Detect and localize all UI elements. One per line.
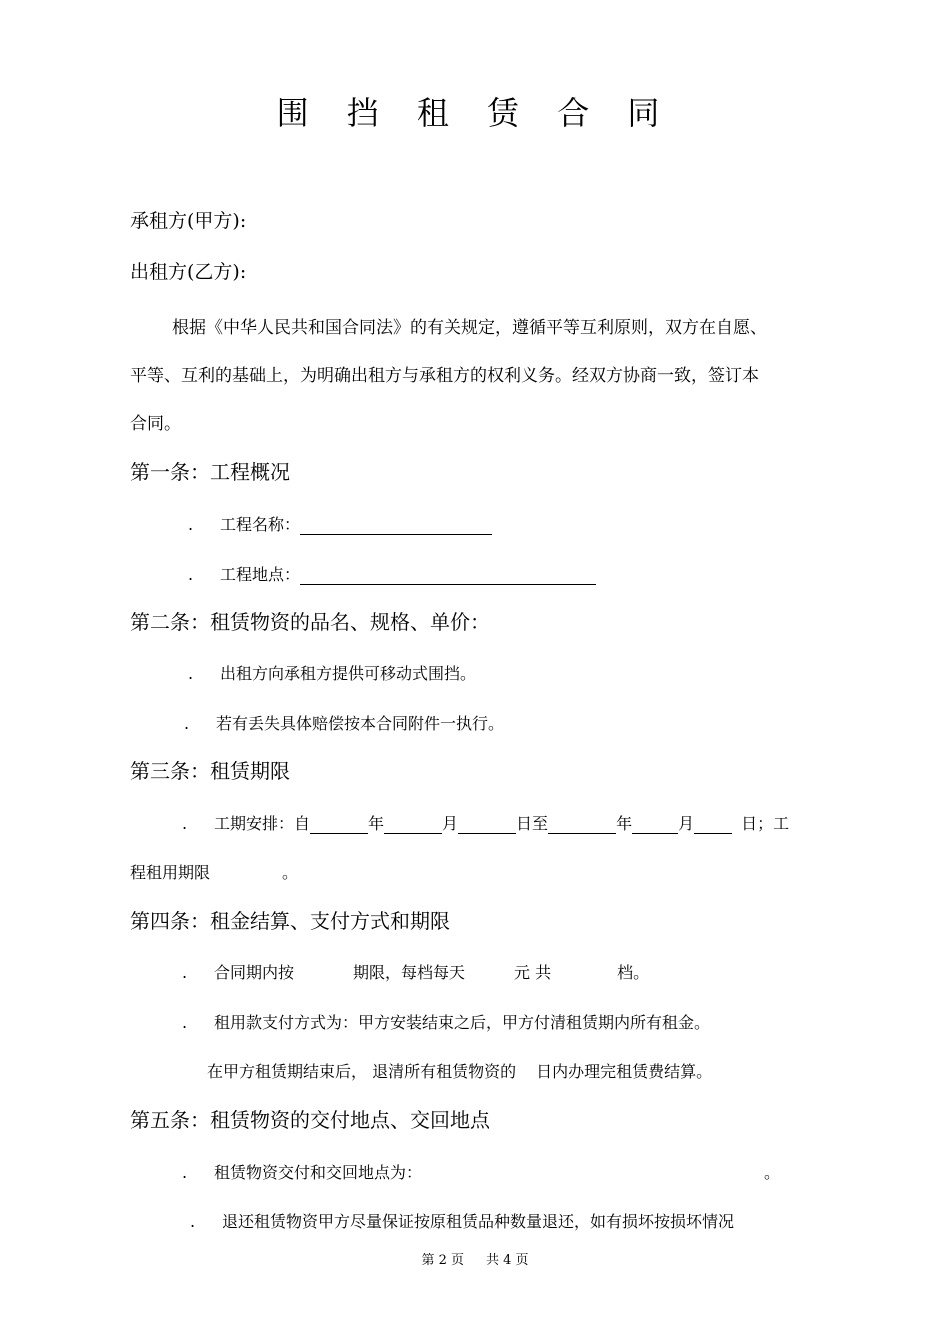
total-label: 元 共	[514, 963, 552, 982]
project-name-label: 工程名称：	[220, 515, 301, 534]
article-2-item-2	[184, 711, 504, 734]
intro-line-1: 根据《中华人民共和国合同法》的有关规定，遵循平等互利原则，双方在自愿、	[172, 318, 767, 338]
bullet: .	[182, 1013, 188, 1032]
term-row	[182, 811, 789, 834]
daily-rate-label: 期限，每档每天	[353, 963, 466, 982]
settlement-text-a: 在甲方租赁期结束后， 退清所有租赁物资的	[207, 1062, 517, 1081]
term-label: 工期安排：自	[214, 814, 311, 833]
article-2-item-2-text: 若有丢失具体赔偿按本合同附件一执行。	[216, 714, 505, 733]
article-4-item-3	[207, 1059, 712, 1082]
bullet: .	[188, 565, 194, 584]
article-5-item-1	[182, 1160, 780, 1183]
article-2-heading: 第二条：租赁物资的品名、规格、单价：	[130, 610, 490, 634]
bullet: .	[188, 664, 194, 683]
page-footer	[0, 1249, 950, 1268]
intro-line-3: 合同。	[130, 414, 181, 434]
end-day-blank[interactable]	[694, 815, 732, 834]
end-year-blank[interactable]	[548, 815, 616, 834]
delivery-location-label: 租赁物资交付和交回地点为：	[214, 1163, 423, 1182]
project-name-row	[188, 512, 492, 535]
page-title: 围 挡 租 赁 合 同	[276, 94, 674, 132]
units-label: 档。	[617, 963, 650, 982]
settlement-text-b: 日内办理完租赁费结算。	[536, 1062, 713, 1081]
bullet: .	[188, 515, 194, 534]
article-2-item-1	[188, 661, 476, 684]
article-5-item-2	[190, 1209, 734, 1232]
article-4-item-1	[182, 960, 649, 983]
article-2-item-1-text: 出租方向承租方提供可移动式围挡。	[220, 664, 477, 683]
bullet: .	[190, 1212, 196, 1231]
delivery-location-end: 。	[764, 1163, 781, 1182]
day-to-label: 日至	[516, 814, 549, 833]
month-label-2: 月	[678, 814, 695, 833]
project-site-label: 工程地点：	[220, 565, 301, 584]
end-month-blank[interactable]	[632, 815, 678, 834]
start-month-blank[interactable]	[384, 815, 442, 834]
article-1-heading: 第一条：工程概况	[130, 460, 290, 484]
article-4-item-2	[182, 1010, 710, 1033]
year-label-2: 年	[616, 814, 633, 833]
bullet: .	[182, 814, 188, 833]
intro-line-2: 平等、互利的基础上，为明确出租方与承租方的权利义务。经双方协商一致，签订本	[130, 366, 759, 386]
project-site-row	[188, 562, 596, 585]
month-label: 月	[442, 814, 459, 833]
article-5-item-2-text: 退还租赁物资甲方尽量保证按原租赁品种数量退还，如有损坏按损坏情况	[222, 1212, 735, 1231]
day-end-label: 日；工	[741, 814, 790, 833]
page-number: 第 2 页	[421, 1253, 464, 1268]
article-4-item-2-text: 租用款支付方式为：甲方安装结束之后，甲方付清租赁期内所有租金。	[214, 1013, 711, 1032]
project-name-blank[interactable]	[300, 516, 492, 535]
article-5-heading: 第五条：租赁物资的交付地点、交回地点	[130, 1108, 490, 1132]
page-total: 共 4 页	[486, 1253, 529, 1268]
party-a-label: 承租方(甲方):	[130, 210, 247, 232]
article-3-heading: 第三条：租赁期限	[130, 759, 290, 783]
project-site-blank[interactable]	[300, 566, 596, 585]
party-b-label: 出租方(乙方):	[130, 261, 247, 283]
lease-period-end: 。	[282, 863, 299, 882]
start-day-blank[interactable]	[458, 815, 516, 834]
bullet: .	[184, 714, 190, 733]
article-4-heading: 第四条：租金结算、支付方式和期限	[130, 909, 450, 933]
start-year-blank[interactable]	[310, 815, 368, 834]
lease-period-label: 程租用期限	[130, 863, 211, 882]
bullet: .	[182, 1163, 188, 1182]
year-label: 年	[368, 814, 385, 833]
bullet: .	[182, 963, 188, 982]
rent-term-label: 合同期内按	[214, 963, 295, 982]
term-line-2	[130, 860, 298, 883]
